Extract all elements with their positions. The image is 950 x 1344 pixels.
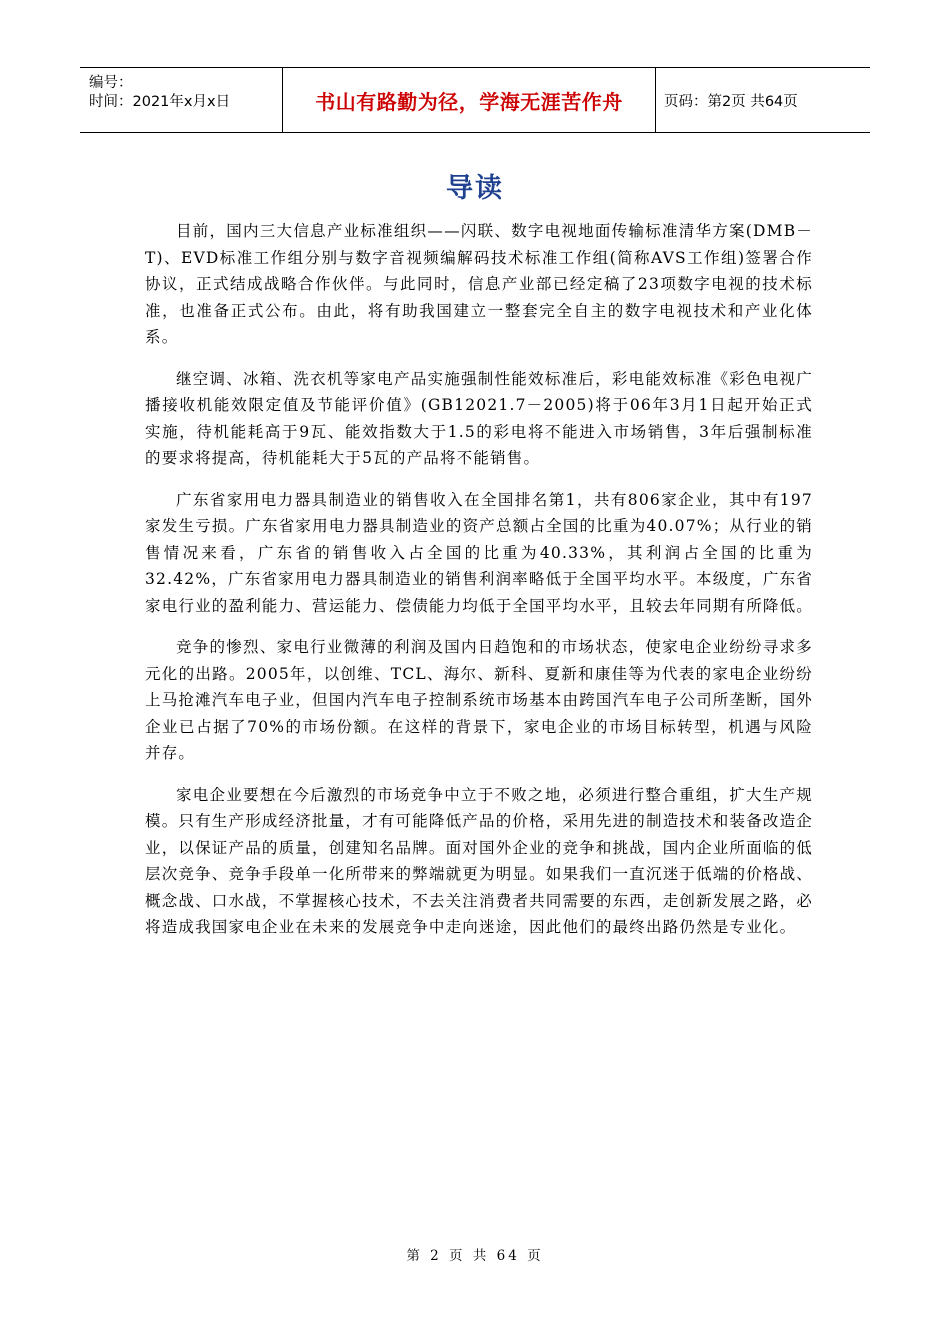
body-paragraph-3: 广东省家用电力器具制造业的销售收入在全国排名第1，共有806家企业，其中有197家发生亏损。广东省家用电力器具制造业的资产总额占全国的比重为40.07%；从行业的销售情况来看，广东省的销售收入占全国的比重为40.33%，其利润占全国的比重为32.42%，广东省家用电力器具制造业的销售利润率略低于全国平均水平。本级度，广东省家电行业的盈利能力、营运能力、偿债能力均低于全国平均水平，且较去年同期有所降低。 bbox=[145, 490, 814, 615]
page-footer: 第 2 页 共 64 页 bbox=[406, 1248, 544, 1264]
page-header bbox=[80, 67, 870, 133]
document-title: 导读 bbox=[446, 173, 504, 204]
document-body bbox=[145, 218, 813, 956]
header-page-info: 页码：第2页 共64页 bbox=[664, 93, 798, 110]
body-paragraph-4: 竞争的惨烈、家电行业微薄的利润及国内日趋饱和的市场状态，使家电企业纷纷寻求多元化的出路。2005年，以创维、TCL、海尔、新科、夏新和康佳等为代表的家电企业纷纷上马抢滩汽车电子业，但国内汽车电子控制系统市场基本由跨国汽车电子公司所垄断，国外企业已占据了70%的市场份额。在这样的背景下，家电企业的市场目标转型，机遇与风险并存。 bbox=[145, 638, 814, 762]
header-meta-cell bbox=[80, 68, 283, 132]
body-paragraph-5: 家电企业要想在今后激烈的市场竞争中立于不败之地，必须进行整合重组，扩大生产规模。只有生产形成经济批量，才有可能降低产品的价格，采用先进的制造技术和装备改造企业，以保证产品的质量，创建知名品牌。面对国外企业的竞争和挑战，国内企业所面临的低层次竞争、竞争手段单一化所带来的弊端就更为明显。如果我们一直沉迷于低端的价格战、概念战、口水战，不掌握核心技术，不去关注消费者共同需要的东西，走创新发展之路，必将造成我国家电企业在未来的发展竞争中走向迷途，因此他们的最终出路仍然是专业化。 bbox=[145, 785, 814, 936]
document-date-label: 时间：2021年x月x日 bbox=[89, 94, 231, 110]
body-paragraph-2: 继空调、冰箱、洗衣机等家电产品实施强制性能效标准后，彩电能效标准《彩色电视广播接收机能效限定值及节能评价值》(GB12021.7－2005)将于06年3月1日起开始正式实施，待机能耗高于9瓦、能效指数大于1.5的彩电将不能进入市场销售，3年后强制标准的要求将提高，待机能耗大于5瓦的产品将不能销售。 bbox=[145, 369, 813, 467]
body-paragraph-1: 目前，国内三大信息产业标准组织——闪联、数字电视地面传输标准清华方案(DMB－T)、EVD标准工作组分别与数字音视频编解码技术标准工作组(简称AVS工作组)签署合作协议，正式结成战略合作伙伴。与此同时，信息产业部已经定稿了23项数字电视的技术标准，也准备正式公布。由此，将有助我国建立一整套完全自主的数字电视技术和产业化体系。 bbox=[145, 222, 813, 346]
document-number-label: 编号： bbox=[89, 75, 133, 91]
header-motto: 书山有路勤为径，学海无涯苦作舟 bbox=[283, 68, 656, 132]
